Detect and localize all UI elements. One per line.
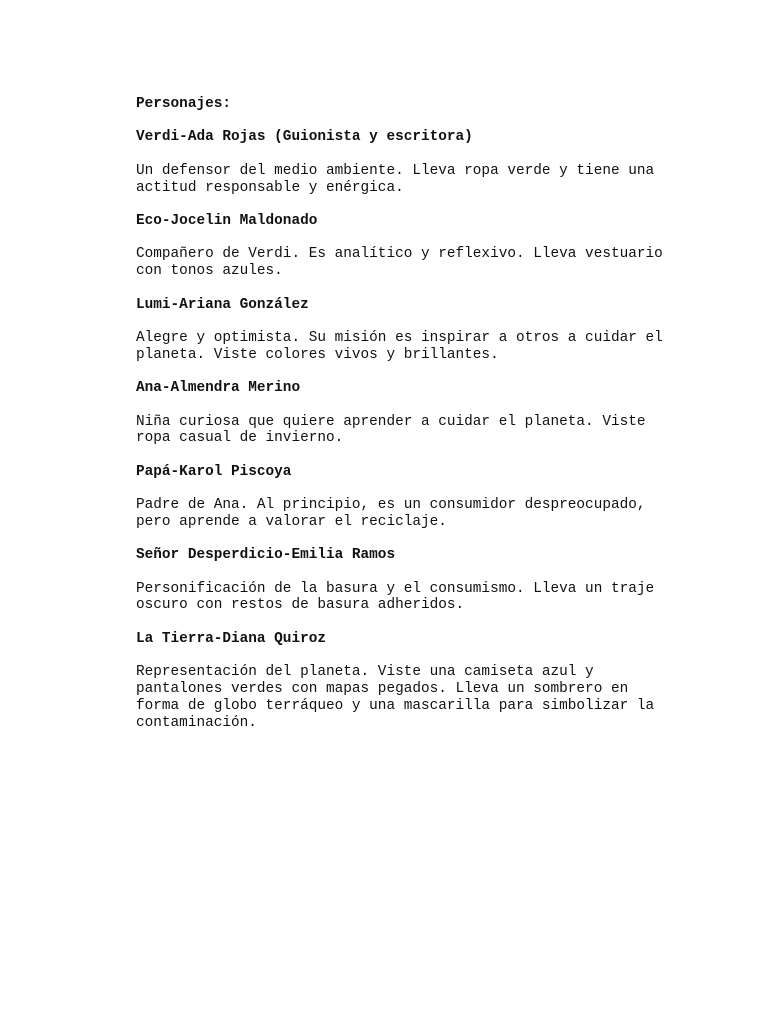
character-name: Lumi-Ariana González (136, 296, 309, 313)
description-line: contaminación. (136, 714, 257, 731)
description-line: Representación del planeta. Viste una camiseta azul y (136, 664, 594, 681)
description-line: Un defensor del medio ambiente. Lleva ropa verde y tiene una (136, 162, 655, 179)
section-heading: Personajes: (136, 96, 231, 112)
description-line: Alegre y optimista. Su misión es inspirar a otros a cuidar el (136, 329, 663, 346)
description-line: actitud responsable y enérgica. (136, 179, 404, 196)
character-name: Eco-Jocelin Maldonado (136, 212, 318, 229)
spacer (136, 230, 736, 247)
description-line: Niña curiosa que quiere aprender a cuidar el planeta. Viste (136, 413, 646, 430)
spacer (136, 481, 736, 498)
character-name: Verdi-Ada Rojas (Guionista y escritora) (136, 129, 473, 146)
description-line: oscuro con restos de basura adheridos. (136, 597, 465, 614)
character-description (136, 330, 736, 364)
spacer (136, 113, 736, 130)
spacer (136, 397, 736, 414)
spacer (136, 280, 736, 297)
spacer (136, 196, 736, 213)
character-name: Papá-Karol Piscoya (136, 463, 292, 480)
spacer (136, 564, 736, 581)
character-description (136, 664, 736, 731)
character-name: Señor Desperdicio-Emilia Ramos (136, 547, 396, 564)
description-line: planeta. Viste colores vivos y brillantes. (136, 346, 499, 363)
character-description (136, 497, 736, 531)
description-line: Compañero de Verdi. Es analítico y reflexivo. Lleva vestuario (136, 246, 663, 263)
character-name: La Tierra-Diana Quiroz (136, 630, 326, 647)
character-description (136, 414, 736, 448)
character-name: Ana-Almendra Merino (136, 380, 301, 397)
description-line: pero aprende a valorar el reciclaje. (136, 513, 447, 530)
description-line: Padre de Ana. Al principio, es un consumidor despreocupado, (136, 497, 646, 514)
spacer (136, 614, 736, 631)
spacer (136, 313, 736, 330)
character-description (136, 581, 736, 615)
description-line: con tonos azules. (136, 263, 283, 280)
description-line: ropa casual de invierno. (136, 430, 344, 447)
character-description (136, 246, 736, 280)
character-description (136, 163, 736, 197)
description-line: pantalones verdes con mapas pegados. Lleva un sombrero en (136, 681, 629, 698)
description-line: forma de globo terráqueo y una mascarilla para simbolizar la (136, 697, 655, 714)
spacer (136, 364, 736, 381)
description-line: Personificación de la basura y el consumismo. Lleva un traje (136, 580, 655, 597)
spacer (136, 146, 736, 163)
document-content (136, 96, 736, 731)
spacer (136, 531, 736, 548)
spacer (136, 648, 736, 665)
spacer (136, 447, 736, 464)
